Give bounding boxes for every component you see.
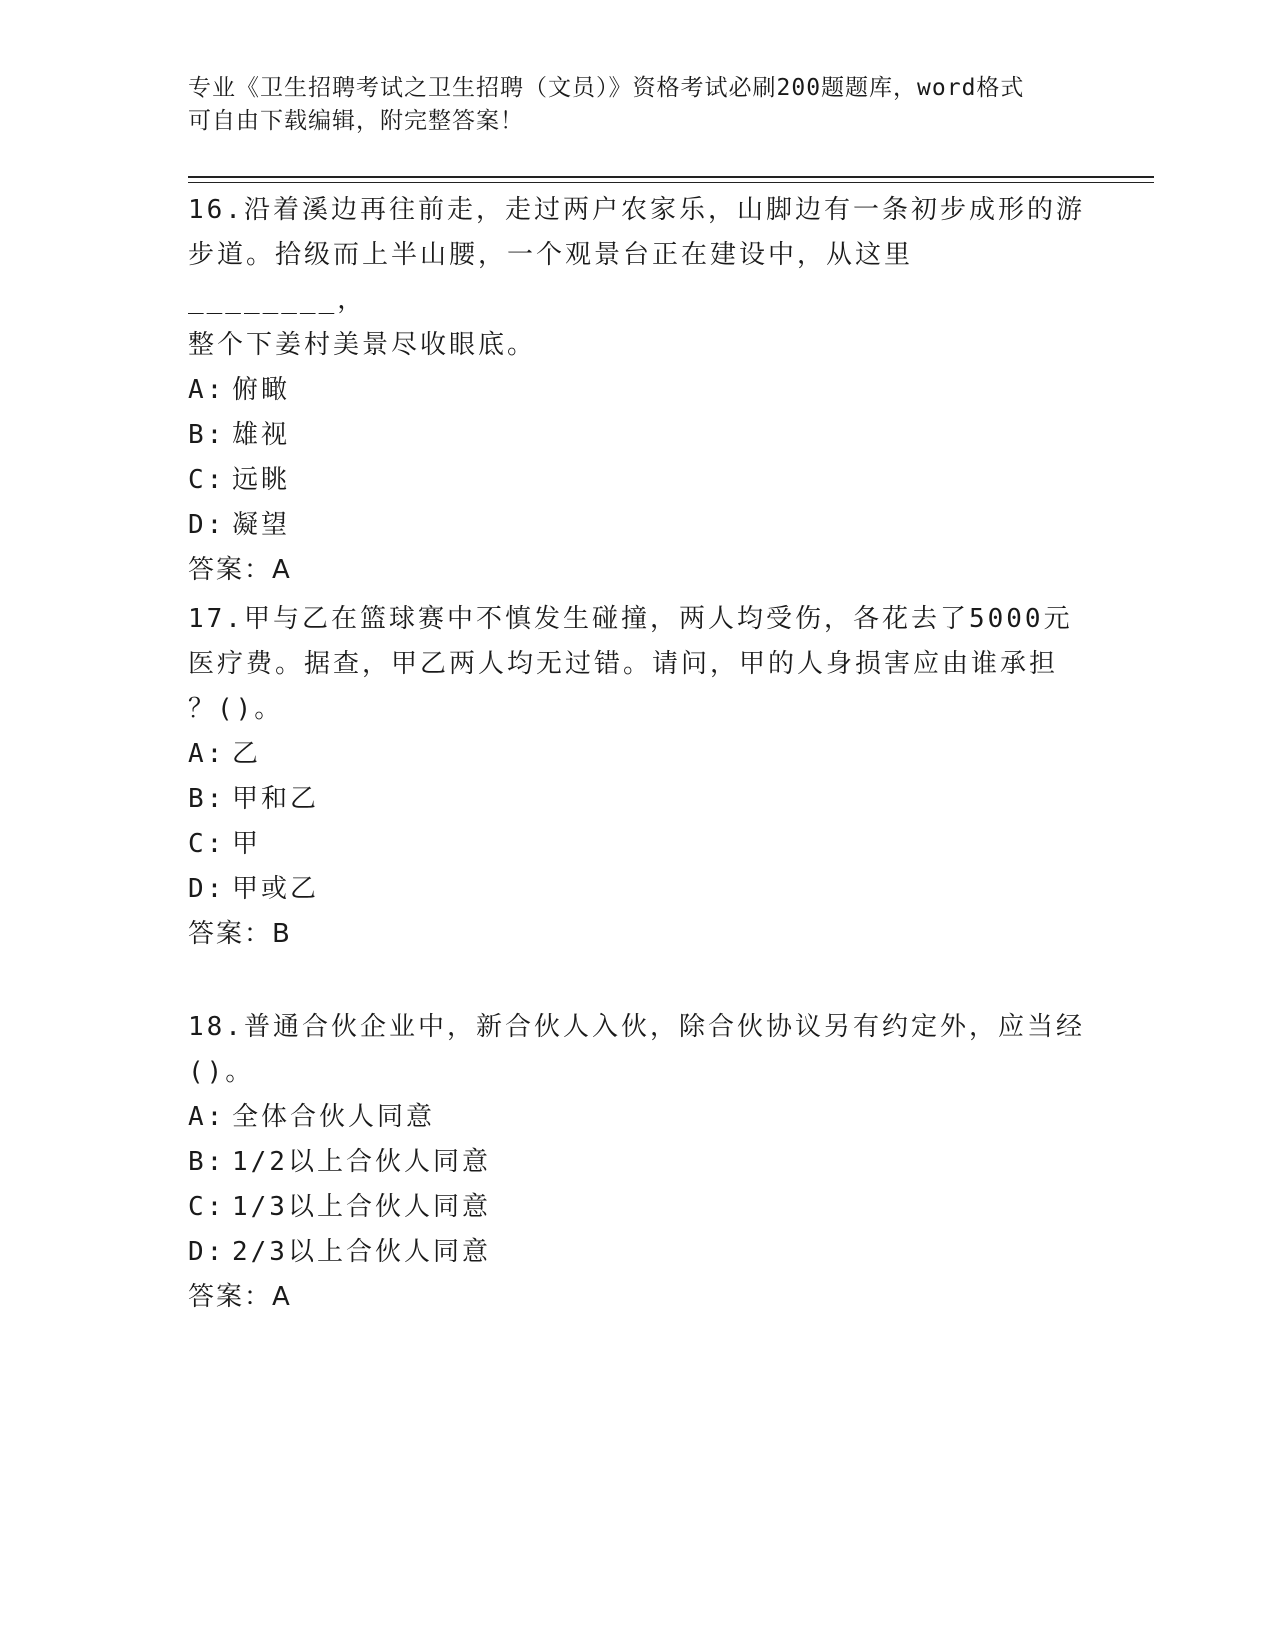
answer-line: 答案：A — [188, 555, 292, 585]
option-a — [188, 1095, 1088, 1140]
question-18 — [188, 1005, 1088, 1320]
option-b — [188, 777, 1088, 822]
option-text: 2/3以上合伙人同意 — [232, 1237, 491, 1267]
question-stem-line: 整个下姜村美景尽收眼底。 — [188, 330, 537, 360]
question-16 — [188, 188, 1088, 593]
option-a — [188, 368, 1088, 413]
question-stem-line: 步道。拾级而上半山腰，一个观景台正在建设中，从这里________， — [188, 240, 914, 315]
option-d — [188, 867, 1088, 912]
option-text: 俯瞰 — [232, 375, 291, 405]
option-d — [188, 503, 1088, 548]
question-stem-line: 16.沿着溪边再往前走，走过两户农家乐，山脚边有一条初步成形的游 — [188, 195, 1085, 225]
option-text: 凝望 — [232, 510, 291, 540]
option-text: 全体合伙人同意 — [232, 1102, 436, 1132]
option-b — [188, 1140, 1088, 1185]
option-key: A: — [188, 375, 226, 405]
question-stem-line: 医疗费。据查，甲乙两人均无过错。请问，甲的人身损害应由谁承担 — [188, 649, 1059, 679]
question-stem-line: ？()。 — [188, 694, 284, 724]
document-header — [188, 72, 1068, 138]
option-b — [188, 413, 1088, 458]
option-key: A: — [188, 739, 226, 769]
option-key: B: — [188, 420, 226, 450]
option-text: 甲或乙 — [232, 874, 320, 904]
answer-line: 答案：B — [188, 919, 292, 949]
option-key: C: — [188, 1192, 226, 1222]
option-key: D: — [188, 510, 226, 540]
option-text: 雄视 — [232, 420, 291, 450]
option-key: C: — [188, 465, 226, 495]
header-rule-thin — [188, 182, 1154, 183]
option-key: C: — [188, 829, 226, 859]
option-c — [188, 822, 1088, 867]
option-c — [188, 458, 1088, 503]
question-stem-line: 17.甲与乙在篮球赛中不慎发生碰撞，两人均受伤，各花去了5000元 — [188, 604, 1073, 634]
option-text: 乙 — [232, 739, 262, 769]
option-text: 1/3以上合伙人同意 — [232, 1192, 491, 1222]
option-key: B: — [188, 784, 226, 814]
option-text: 1/2以上合伙人同意 — [232, 1147, 491, 1177]
option-text: 甲 — [232, 829, 262, 859]
option-key: D: — [188, 1237, 226, 1267]
question-17 — [188, 597, 1088, 957]
header-line-2: 可自由下载编辑，附完整答案！ — [188, 108, 524, 134]
option-key: B: — [188, 1147, 226, 1177]
option-a — [188, 732, 1088, 777]
answer-line: 答案：A — [188, 1282, 292, 1312]
question-stem-line: 18.普通合伙企业中，新合伙人入伙，除合伙协议另有约定外，应当经 — [188, 1012, 1085, 1042]
header-rule-thick — [188, 176, 1154, 178]
option-c — [188, 1185, 1088, 1230]
option-key: D: — [188, 874, 226, 904]
header-line-1: 专业《卫生招聘考试之卫生招聘（文员）》资格考试必刷200题题库，word格式 — [188, 75, 1025, 101]
option-text: 远眺 — [232, 465, 291, 495]
option-text: 甲和乙 — [232, 784, 320, 814]
question-stem-line: ()。 — [188, 1057, 255, 1087]
option-key: A: — [188, 1102, 226, 1132]
option-d — [188, 1230, 1088, 1275]
